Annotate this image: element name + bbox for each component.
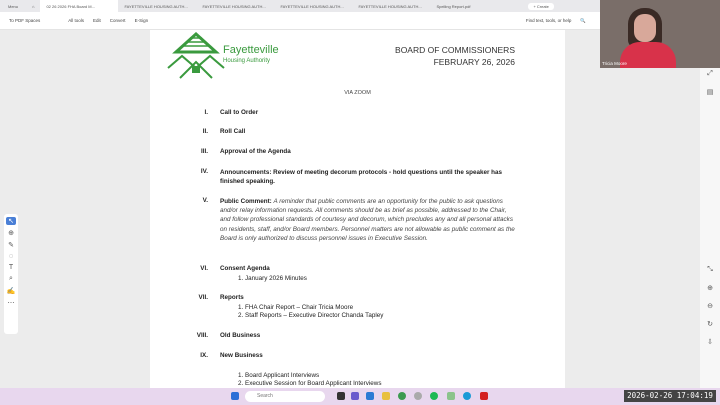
menu-button[interactable]: Menu: [8, 3, 19, 9]
zoom-out-icon[interactable]: ⊖: [707, 303, 713, 310]
outlook-icon[interactable]: [366, 392, 374, 400]
pages-icon[interactable]: ▤: [706, 89, 714, 96]
participant-name: Tricia Moore: [602, 61, 627, 66]
browser-tab-bar: [0, 0, 600, 12]
sign-tool-icon[interactable]: ✍: [6, 288, 16, 295]
back-to-spaces-button[interactable]: To PDF Spaces: [9, 18, 41, 23]
edge-icon[interactable]: [463, 392, 471, 400]
fit-icon[interactable]: ⤡: [707, 266, 713, 273]
highlight-tool-icon[interactable]: ◌: [8, 253, 14, 260]
item-title: Consent Agenda: [220, 265, 270, 272]
stamp-tool-icon[interactable]: ⌕: [9, 275, 13, 282]
logo-text-2: Housing Authority: [223, 58, 271, 64]
more-tools-icon[interactable]: ⋯: [7, 300, 15, 307]
windows-taskbar: [0, 388, 720, 405]
spotify-icon[interactable]: [430, 392, 438, 400]
create-button[interactable]: + Create: [528, 3, 553, 10]
scroll-icon[interactable]: ⇩: [707, 339, 713, 346]
taskbar-search[interactable]: Search: [245, 391, 325, 402]
zoom-in-icon[interactable]: ⊕: [707, 285, 713, 292]
item-number: VI.: [200, 265, 208, 272]
expand-icon[interactable]: ⤢: [707, 70, 713, 77]
comment-tool-icon[interactable]: ⊕: [8, 230, 14, 237]
item-title: New Business: [220, 352, 263, 359]
agenda-item: [178, 128, 245, 135]
tab-3[interactable]: FAYETTEVILLE HOUSING AUTH...: [280, 3, 344, 9]
pdf-page: [150, 30, 565, 388]
teams-icon[interactable]: [351, 392, 359, 400]
public-comment-text: A reminder that public comments are an opportunity for the public to ask questions and/or relay information requests. All comments should be as brief as possible, addressed to the Chair, and follow professional standards of courtesy and decorum, which precludes any and all personal attacks on residents, staff, and/or Board members. Personnel matters are not allowable as public comment as the Board is only authorized to discuss personnel issues in Executive Session.: [220, 198, 515, 242]
item-number: IX.: [200, 352, 208, 359]
tab-5[interactable]: Spelling Report.pdf: [436, 3, 471, 9]
webcam-video: [600, 0, 720, 68]
select-tool-icon[interactable]: ↖: [6, 217, 16, 225]
agenda-item: [178, 148, 291, 155]
item-number: I.: [204, 109, 208, 116]
sub-item: 2. Executive Session for Board Applicant Interviews: [238, 380, 382, 387]
tab-1[interactable]: FAYETTEVILLE HOUSING AUTH...: [124, 3, 188, 9]
search-icon[interactable]: 🔍: [580, 17, 586, 23]
esign-button[interactable]: E-Sign: [134, 18, 149, 23]
agenda-item: [178, 109, 258, 116]
task-view-icon[interactable]: [337, 392, 345, 400]
board-title: BOARD OF COMMISSIONERS: [395, 45, 515, 55]
all-tools-button[interactable]: All tools: [68, 18, 85, 23]
item-title: Public Comment:: [220, 198, 272, 205]
acrobat-icon[interactable]: [480, 392, 488, 400]
clock: 2026-02-26 17:04:19: [624, 390, 716, 402]
item-title: Announcements: Review of meeting decorum protocols - hold questions until the speaker has finished speaking.: [220, 169, 503, 185]
item-title: Roll Call: [220, 128, 246, 135]
sub-item: 1. Board Applicant Interviews: [238, 372, 320, 379]
meeting-date: FEBRUARY 26, 2026: [433, 57, 515, 67]
tab-2[interactable]: FAYETTEVILLE HOUSING AUTH...: [202, 3, 266, 9]
edit-button[interactable]: Edit: [93, 18, 101, 23]
house-logo-icon: [166, 32, 226, 80]
item-number: IV.: [200, 168, 208, 175]
item-number: V.: [202, 197, 208, 204]
agenda-item: [178, 294, 383, 319]
tab-0[interactable]: 02 26 2026 FHA Board M...: [40, 0, 118, 12]
item-title: Old Business: [220, 332, 261, 339]
item-number: VIII.: [196, 332, 208, 339]
start-icon[interactable]: [231, 392, 239, 400]
file-explorer-icon[interactable]: [382, 392, 390, 400]
via-zoom: VIA ZOOM: [344, 90, 371, 96]
tab-4[interactable]: FAYETTEVILLE HOUSING AUTH...: [358, 3, 422, 9]
sub-item: 2. Staff Reports – Executive Director Chanda Tapley: [238, 312, 384, 319]
agenda-item: [178, 332, 260, 339]
item-title: Call to Order: [220, 109, 259, 116]
obs-icon[interactable]: [414, 392, 422, 400]
item-title: Reports: [220, 294, 244, 301]
right-panel-bar: [700, 68, 720, 388]
item-title: Approval of the Agenda: [220, 148, 291, 155]
chrome-icon[interactable]: [398, 392, 406, 400]
pdf-toolbar: [0, 12, 600, 30]
item-number: II.: [202, 128, 208, 135]
app-icon[interactable]: [447, 392, 455, 400]
fha-logo: [166, 32, 286, 80]
logo-text-1: Fayetteville: [223, 44, 279, 56]
agenda-item: [178, 197, 515, 243]
item-number: III.: [201, 148, 208, 155]
draw-tool-icon[interactable]: ✎: [8, 242, 14, 249]
agenda-item: [178, 265, 307, 282]
agenda-item: [178, 168, 548, 186]
sub-item: 1. FHA Chair Report – Chair Tricia Moore: [238, 304, 354, 311]
convert-button[interactable]: Convert: [109, 18, 126, 23]
sub-item: 1. January 2026 Minutes: [238, 275, 307, 282]
item-number: VII.: [198, 294, 208, 301]
agenda-item: [178, 352, 382, 387]
home-icon[interactable]: ⌂: [32, 3, 35, 9]
left-tool-bar: [4, 214, 18, 334]
find-input[interactable]: Find text, tools, or help: [525, 18, 572, 23]
rotate-icon[interactable]: ↻: [707, 321, 713, 328]
text-tool-icon[interactable]: T: [8, 264, 14, 271]
